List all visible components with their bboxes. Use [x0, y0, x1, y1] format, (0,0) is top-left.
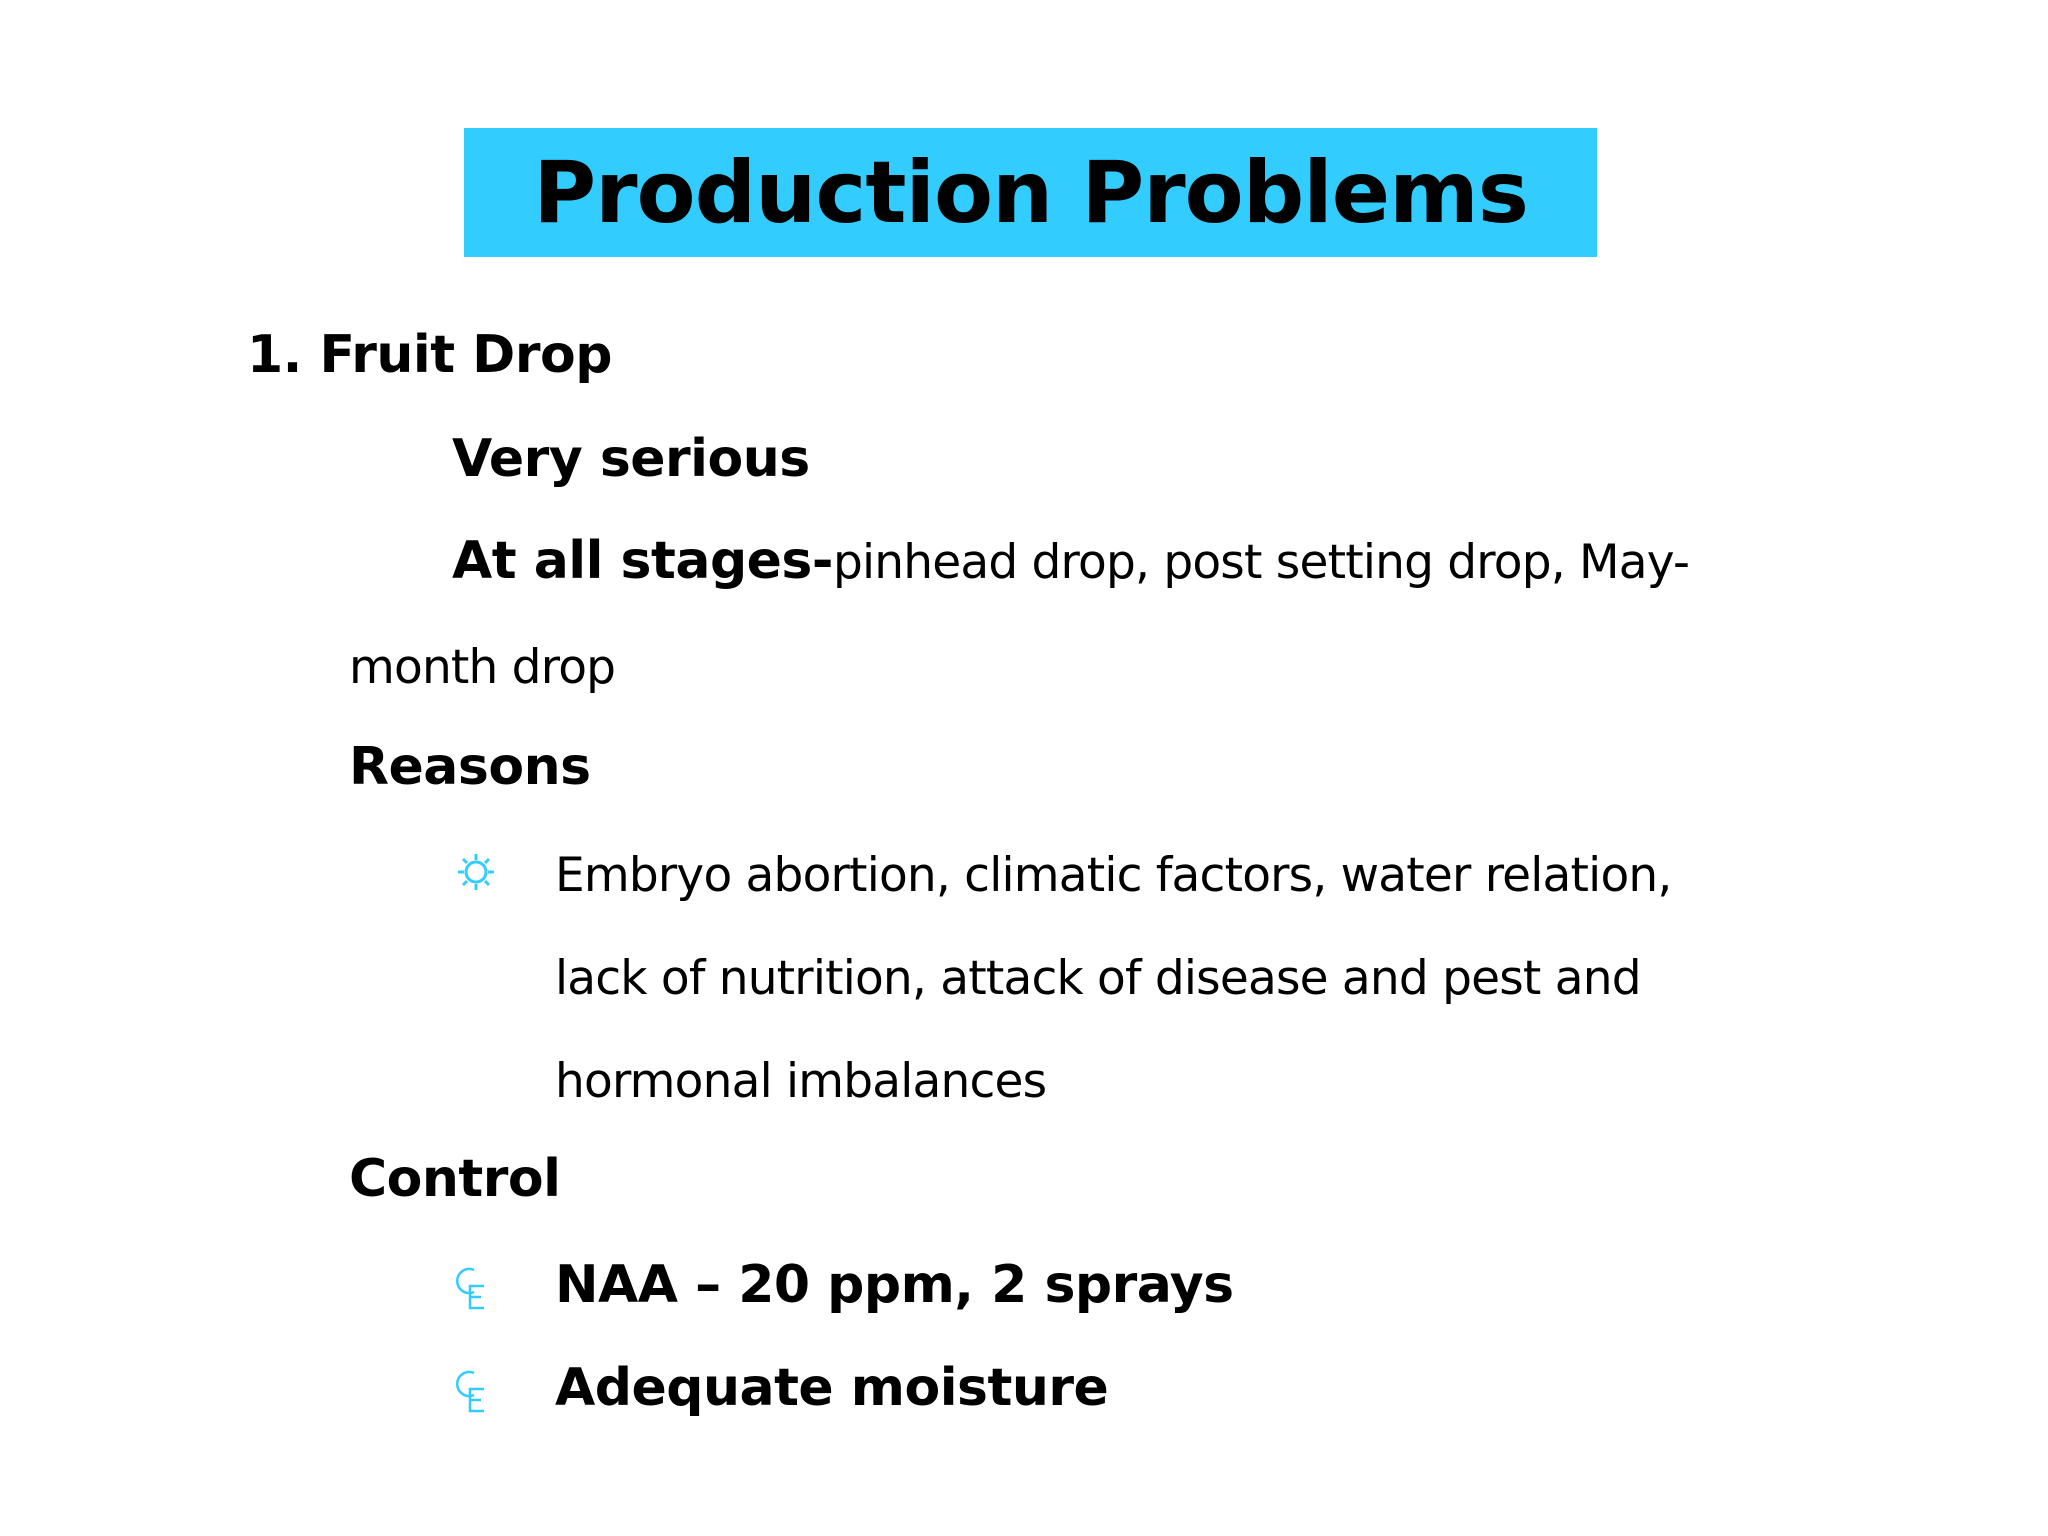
- reasons-heading: Reasons: [349, 737, 591, 797]
- ce-mark-icon: [452, 1367, 492, 1417]
- point-very-serious: Very serious: [452, 429, 810, 489]
- reason-line-3: hormonal imbalances: [555, 1054, 1047, 1109]
- point-all-stages-label: At all stages-: [452, 531, 833, 591]
- reason-line-1: Embryo abortion, climatic factors, water relation,: [555, 848, 1672, 903]
- ce-mark-icon: [452, 1264, 492, 1314]
- control-item-naa: NAA – 20 ppm, 2 sprays: [555, 1255, 1234, 1315]
- point-all-stages-text: pinhead drop, post setting drop, May-: [832, 535, 1690, 590]
- title-banner: [464, 128, 1597, 257]
- sun-icon: [456, 852, 496, 892]
- point-all-stages: [452, 531, 1690, 591]
- point-all-stages-continuation: month drop: [349, 640, 616, 695]
- section-heading: 1. Fruit Drop: [247, 325, 612, 385]
- slide-title: Production Problems: [533, 142, 1528, 243]
- reason-line-2: lack of nutrition, attack of disease and pest and: [555, 951, 1641, 1006]
- control-item-moisture: Adequate moisture: [555, 1358, 1109, 1418]
- control-heading: Control: [349, 1149, 561, 1209]
